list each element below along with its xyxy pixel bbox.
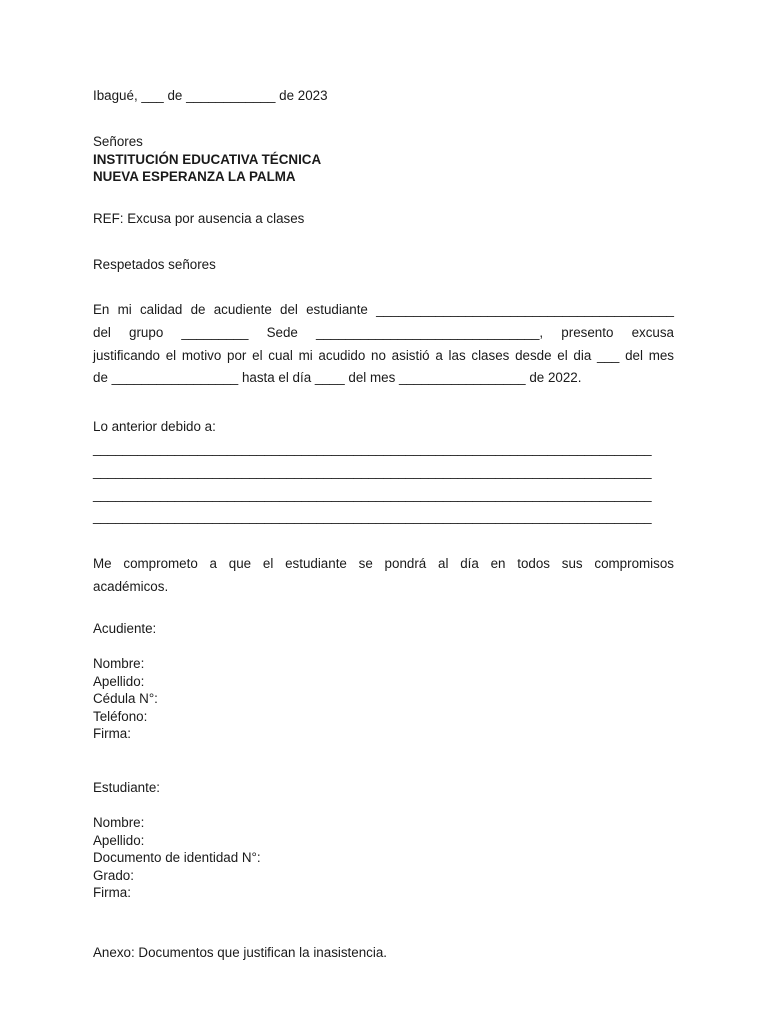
body-line: En mi calidad de acudiente del estudiante ________________________________________ <box>93 302 674 317</box>
guardian-heading: Acudiente: <box>93 621 157 636</box>
reference-line: REF: Excusa por ausencia a clases <box>93 211 305 226</box>
salutation: Señores <box>93 134 143 149</box>
student-surname-label: Apellido: <box>93 832 145 848</box>
recipient-block <box>93 133 674 186</box>
institution-name-line-1: INSTITUCIÓN EDUCATIVA TÉCNICA <box>93 151 322 167</box>
reason-label: Lo anterior debido a: <box>93 419 216 434</box>
commitment-paragraph <box>93 553 674 599</box>
guardian-phone-label: Teléfono: <box>93 708 148 724</box>
guardian-fields <box>93 655 674 743</box>
guardian-signature-label: Firma: <box>93 726 131 742</box>
reason-blank-line: ___________________________________________________________________________ <box>93 509 652 525</box>
body-paragraph <box>93 299 674 390</box>
commitment-line: académicos. <box>93 578 169 594</box>
reason-blank-line: ___________________________________________________________________________ <box>93 441 652 456</box>
student-heading: Estudiante: <box>93 780 160 795</box>
student-grade-label: Grado: <box>93 867 134 883</box>
guardian-id-label: Cédula N°: <box>93 691 158 707</box>
commitment-line: Me comprometo a que el estudiante se pondrá al día en todos sus compromisos <box>93 556 674 571</box>
reason-blank-line: ___________________________________________________________________________ <box>93 463 652 479</box>
reason-lines <box>93 438 674 529</box>
guardian-name-label: Nombre: <box>93 656 145 671</box>
place-date-line: Ibagué, ___ de ____________ de 2023 <box>93 88 328 103</box>
student-signature-label: Firma: <box>93 885 131 901</box>
reason-blank-line: ___________________________________________________________________________ <box>93 486 652 502</box>
body-line: justificando el motivo por el cual mi acudido no asistió a las clases desde el dia ___ del mes <box>93 347 674 363</box>
body-line: del grupo _________ Sede ______________________________, presento excusa <box>93 324 674 340</box>
greeting: Respetados señores <box>93 257 216 272</box>
institution-name-line-2: NUEVA ESPERANZA LA PALMA <box>93 169 296 184</box>
annex-line: Anexo: Documentos que justifican la inasistencia. <box>93 945 388 960</box>
student-name-label: Nombre: <box>93 815 145 830</box>
body-line: de _________________ hasta el día ____ del mes _________________ de 2022. <box>93 370 582 386</box>
student-fields <box>93 814 674 902</box>
guardian-surname-label: Apellido: <box>93 673 145 689</box>
student-id-label: Documento de identidad N°: <box>93 850 261 866</box>
